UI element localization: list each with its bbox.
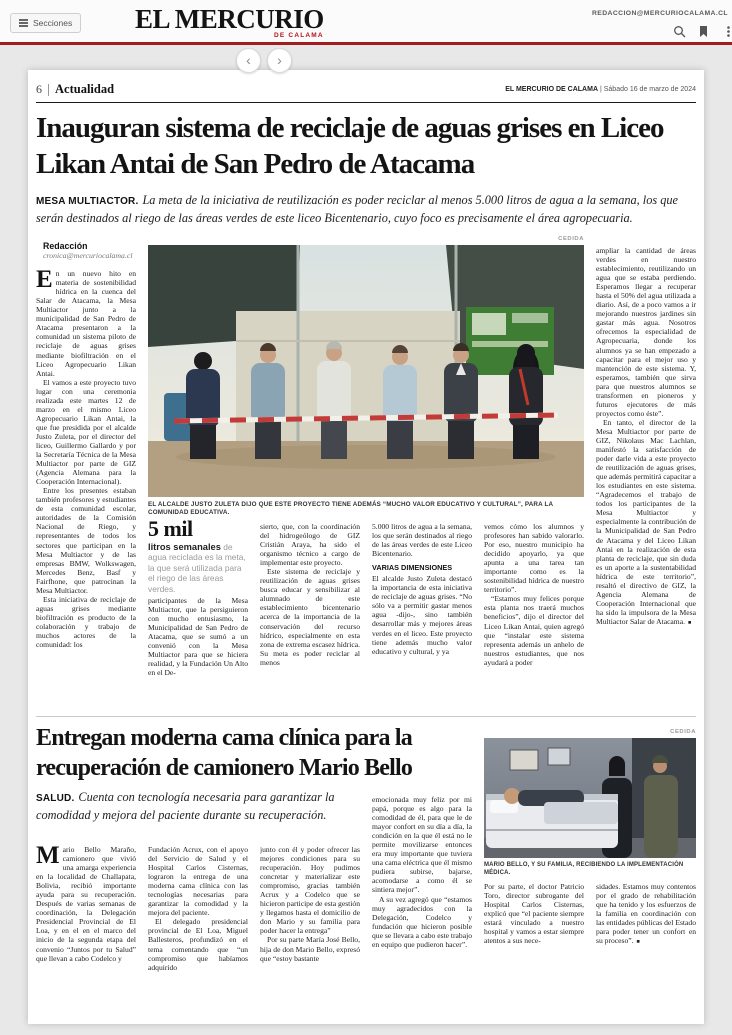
ribbon-cutting-scene (148, 245, 584, 497)
header-rule (36, 102, 696, 103)
masthead-logo[interactable] (135, 5, 324, 39)
article1-photo (148, 245, 584, 497)
article2-paragraph: A su vez agregó que “estamos muy agradecidos con la Delegación, Codelco y fundación que hicieron posible que se llevara a cabo este trabajo en equipo que pudieron hacer”. (372, 894, 472, 949)
article2-column-4 (372, 795, 472, 1035)
logo-subtitle: DE CALAMA (273, 32, 324, 39)
article1-column-2 (148, 596, 248, 712)
callout-bold: litros semanales (148, 542, 221, 552)
article2-column-3 (260, 845, 360, 1020)
callout-text (148, 542, 248, 594)
page-number: 6 (36, 82, 42, 96)
article1-kicker-text: La meta de la iniciativa de reutilización es poder reciclar al menos 5.000 litros de agua a la semana, los que serán destinados al riego de las áreas verdes de este liceo Bicentenario, cuyo foco es precisamente el área agropecuaria. (36, 193, 678, 225)
search-icon[interactable] (673, 25, 686, 38)
menu-icon (19, 18, 28, 29)
article1-paragraph: En un nuevo hito en materia de sostenibilidad hídrica en la cuenca del Salar de Atacama, la Mesa Multiactor junto a la municipalidad de San Pedro de Atacama presentaron a la comunidad un sistema piloto de reciclaje de aguas grises mediante biofiltración en el Liceo Agropecuario Likan Antai. (36, 266, 136, 378)
bookmark-icon[interactable] (697, 25, 710, 38)
article1-photo-caption: EL ALCALDE JUSTO ZULETA DIJO QUE ESTE PROYECTO TIENE ADEMÁS “MUCHO VALOR EDUCATIVO Y CULTURAL”, PARA LA COMUNIDAD EDUCATIVA. (148, 501, 553, 516)
dropcap-letter: E (36, 266, 53, 294)
article2-kicker-label: SALUD. (36, 793, 75, 804)
header-divider (48, 84, 49, 96)
article1-paragraph: Este sistema de reciclaje y reutilización de aguas grises busca educar y sensibilizar al alumnado de este establecimiento bicentenario acerca de la importancia de la conservación del recurso hídrico, especialmente en esta zona de extrema escasez hídrica. Su meta es poder reciclar al menos (260, 567, 360, 667)
article1-paragraph: 5.000 litros de agua a la semana, los que serán destinados al riego de las áreas verdes de este Liceo Bicentenario. (372, 522, 472, 559)
article2-paragraph: sidades. Estamos muy contentos por el grado de rehabilitación que ha tenido y los esfuerzos de la familia en coordinación con las entidades públicas del Estado para poder tener un confort en su proceso”. ■ (596, 882, 696, 946)
dropcap-letter: M (36, 845, 60, 869)
clinical-bed-scene (484, 738, 696, 858)
paper-name: EL MERCURIO DE CALAMA (505, 86, 599, 93)
app-topbar (0, 0, 732, 45)
article1-byline: Redacción (43, 242, 88, 251)
page-header (36, 82, 696, 100)
article2-photo (484, 738, 696, 858)
article1-photo-credit: CEDIDA (558, 236, 584, 242)
contact-email-link[interactable]: REDACCION@MERCURIOCALAMA.CL (592, 10, 728, 17)
article1-paragraph: En tanto, el director de la Mesa Multiactor por parte de GIZ, Nikolaus Mac Lachlan, manifestó la satisfacción de poder darle vida a este proyecto de reutilización de aguas grises, que además permitirá capacitar a los estudiantes en este sistema. “Agradecemos el trabajo de todos los participantes de la Mesa Multiactor y especialmente la contribución de la Municipalidad de San Pedro de Atacama y del Liceo Likan Antai en la realización de esta planta de reciclaje, que sin duda es un aporte a la sustentabilidad hídrica de este territorio”, resaltó el directivo de GIZ, la Agencia Alemana de Cooperación Internacional que ha sido la impulsora de la Mesa Multiactor Salar de Atacama. ■ (596, 417, 696, 626)
article2-photo-caption: MARIO BELLO, Y SU FAMILIA, RECIBIENDO LA IMPLEMENTACIÓN MÉDICA. (484, 862, 684, 876)
edition-info (505, 86, 696, 93)
article2-paragraph: Fundación Acrux, con el apoyo del Servicio de Salud y el Hospital Carlos Cisternas, lograron la entrega de una moderna cama clínica con las tecnologías necesarias para garantizar la comodidad y la mejora del paciente. (148, 845, 248, 918)
article1-paragraph: sierto, que, con la coordinación del hidrogeólogo de GIZ Cristián Araya, ha sido el organismo técnico a cargo de implementar este proyecto. (260, 522, 360, 568)
article2-photo-credit: CEDIDA (670, 729, 696, 735)
article1-byline-email: cronica@mercuriocalama.cl (43, 251, 133, 261)
article2-column-6 (596, 882, 696, 1012)
article2-column-1 (36, 845, 136, 1010)
logo-title: EL MERCURIO (135, 4, 324, 34)
article1-paragraph: participantes de la Mesa Multiactor, que la persiguieron con mucho entusiasmo, la Municipalidad de San Pedro de Atacama, que se sumó a un convenió con la Mesa Multiactor para que se hiciera realidad, y la Fundación Un Alto en el De- (148, 596, 248, 678)
article1-column-1 (36, 242, 136, 712)
article2-kicker-text: Cuenta con tecnología necesaria para garantizar la comodidad y mejora del paciente durante su recuperación. (36, 790, 335, 822)
article2-column-5 (484, 882, 584, 1012)
article1-paragraph: El alcalde Justo Zuleta destacó la importancia de esta iniciativa de reciclaje de aguas grises. “No sólo va a permitir gastar menos agua -dijo-, sino también desarrollar más y mejores áreas verdes en el liceo. Este proyecto tiene además mucho valor educativo y cultural, y ya (372, 574, 472, 656)
article1-column-3 (260, 522, 360, 712)
article-end-icon: ■ (687, 619, 692, 626)
article2-paragraph: Mario Bello Maraño, camionero que vivió una amarga experiencia en la localidad de Challapata, Bolivia, recibió importante ayuda para su recuperación. Después de varias semanas de coordinación, la Delegación Presidencial Provincial de El Loa, y en el en el marco del inicio de la segunda etapa del convenio “Juntos por tu Salud” que llevan a cabo Codelco y (36, 845, 136, 963)
newspaper-page (28, 70, 704, 1024)
sections-menu-button[interactable] (10, 13, 81, 33)
section-title: Actualidad (55, 82, 115, 96)
more-options-icon[interactable] (722, 25, 732, 38)
callout-number: 5 mil (148, 516, 193, 541)
article1-paragraph: ampliar la cantidad de áreas verdes en nuestro establecimiento, reutilizando un agua que se estaba perdiendo. Esperamos llegar a recuperar hasta el 50% del agua utilizada a diario. Así, de a poco vamos a ir mejorando nuestros jardines sin gastar más agua. Nosotros ofrecemos la especialidad de Agropecuaria, donde los alumnos ya se han empezado a capacitar para el mejor uso y mantención de este sistema. Y, esperamos, también que sirva para que nuestros alumnos se transformen en pioneros y futuros ejecutores de más proyectos como éste”. (596, 246, 696, 418)
article2-paragraph: El delegado presidencial provincial de El Loa, Miguel Ballesteros, profundizó en el tema comentando que “un compromiso que habíamos adquirido (148, 917, 248, 972)
article1-column-4 (372, 522, 472, 712)
article1-column-5 (484, 522, 584, 712)
article1-headline: Inauguran sistema de reciclaje de aguas grises en Liceo Likan Antai de San Pedro de Atacama (36, 112, 664, 180)
article1-paragraph: El vamos a este proyecto tuvo lugar con una ceremonia realizada este martes 12 de marzo en el mismo Liceo Agropecuario Likan Antai, la que fue presidida por el alcalde Justo Zuleta, por el director del liceo, Guillermo Gallardo y por la Secretaría Técnica de la Mesa Multiactor por parte de GIZ (Agencia Alemana para la Cooperación Internacional). (36, 377, 136, 487)
article2-headline: Entregan moderna cama clínica para la recuperación de camionero Mario Bello (36, 725, 413, 781)
article2-column-2 (148, 845, 248, 1010)
callout-rest: de agua reciclada es la meta, la que será utilizada para el riego de las áreas verdes. (148, 542, 246, 594)
article1-paragraph: “Estamos muy felices porque esta planta nos traerá muchos beneficios”, dijo el director del Liceo Likan Antai, quien agregó que “instalar este sistema representa además un anhelo de nuestros estudiantes, que nos ayudará a poder (484, 594, 584, 667)
article1-paragraph: vemos cómo los alumnos y profesores han sabido valorarlo. Por eso, nuestro municipio ha decidido apoyarlo, ya que apunta a una tarea tan importante como es la sostenibilidad hídrica de nuestro territorio”. (484, 522, 584, 595)
article2-paragraph: Por su parte María José Bello, hija de don Mario Bello, expresó que “estoy bastante (260, 935, 360, 963)
article-end-icon: ■ (636, 939, 640, 946)
article2-kicker (36, 789, 366, 823)
previous-page-button[interactable]: ‹ (236, 48, 261, 73)
edition-separator: | (599, 86, 602, 93)
sections-label: Secciones (33, 18, 73, 28)
article2-paragraph: junto con él y poder ofrecer las mejores condiciones para su recuperación. Hoy pudimos concretar y materializar este compromiso, gracias también Acrux y a Codelco que se hicieron participe de esta gestión y llegamos hasta el domicilio de don Mario y su familia para poder hacer la entrega” (260, 845, 360, 936)
article1-callout (148, 517, 248, 594)
article1-subhead: VARIAS DIMENSIONES (372, 563, 453, 573)
article-divider (36, 716, 696, 717)
article1-paragraph: Entre los presentes estaban también profesores y estudiantes de esta comunidad escolar, autoridades de la Comisión Nacional de Riego, y representantes de todos los sectores que participan en la Mesa Multiactor y de las empresas BMW, Wolkswagen, Mercedes Benz, Basf y Fairfhone, que patrocinan la Mesa Multiactor. (36, 486, 136, 595)
article2-paragraph: Por su parte, el doctor Patricio Toro, director subrogante del Hospital Carlos Cisternas, explicó que “el paciente siempre estará vinculado a nuestro hospital y vamos a estar siempre atentos a sus nece- (484, 882, 584, 946)
article1-column-6 (596, 246, 696, 714)
next-page-button[interactable]: › (267, 48, 292, 73)
article1-paragraph: Esta iniciativa de reciclaje de aguas grises mediante biofiltración es producto de la colaboración y trabajo de muchos actores de la comunidad: los (36, 594, 136, 650)
article2-paragraph: emocionada muy feliz por mi papá, porque es algo para la comodidad de él, para que le de mayor confort en su día a día, la condición en la que él está no le permite movilizarse entonces era muy importante que tuviera una cama eléctrica que él mismo pudiera subirse, bajarse, acomodarse a como él se sintiera mejor”. (372, 795, 472, 895)
article1-kicker (36, 192, 696, 226)
article1-kicker-label: MESA MULTIACTOR. (36, 196, 139, 207)
edition-date: Sábado 16 de marzo de 2024 (603, 86, 696, 93)
